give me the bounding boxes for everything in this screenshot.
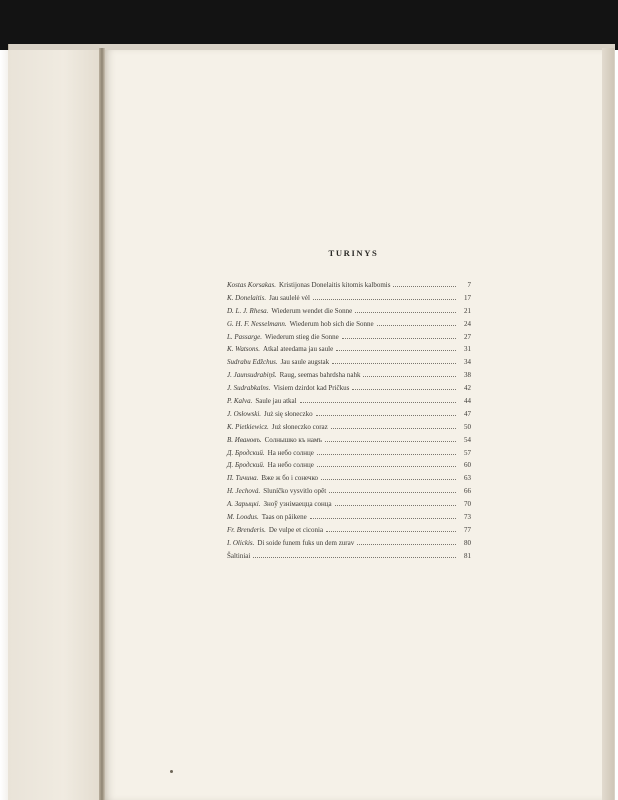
toc-author: K. Donelaitis. [227, 293, 267, 302]
toc-page-number: 77 [464, 525, 471, 534]
toc-author: П. Тичина. [227, 474, 259, 483]
toc-title: Kristijonas Donelaitis kitomis kalbomis [279, 281, 391, 289]
page-title: TURINYS [328, 248, 379, 258]
toc-title: Солнышко къ намъ [264, 435, 323, 444]
scan-dark-band [0, 0, 618, 50]
toc-entry [227, 368, 471, 381]
toc-entry [227, 536, 471, 549]
toc-leader-dots [326, 523, 456, 532]
toc-entry [227, 510, 471, 523]
toc-title: Di soide funem fuks un dem zurav [257, 538, 355, 547]
toc-leader-dots [332, 355, 456, 364]
toc-title: Šaltiniai [227, 551, 251, 560]
toc-leader-dots [317, 458, 456, 467]
toc-author: I. Olickis. [227, 538, 255, 547]
toc-entry [227, 433, 471, 446]
toc-author: Sudrabu Edžchus. [227, 358, 278, 367]
toc-author: Д. Бродский. [227, 461, 265, 470]
toc-title: Taas on päikene [261, 513, 307, 522]
toc-page-number: 42 [464, 384, 471, 393]
toc-leader-dots [310, 510, 456, 519]
toc-page-number: 81 [464, 551, 471, 560]
toc-page-number: 80 [464, 538, 471, 547]
toc-leader-dots [321, 471, 456, 480]
toc-title: Już się słoneczko [264, 409, 313, 418]
toc-title: Saule jau atkal [255, 397, 297, 406]
toc-page-number: 50 [464, 422, 471, 431]
toc-title: Вже ж бо і сонечко [261, 474, 319, 483]
toc-entry [227, 394, 471, 407]
toc-entry [227, 484, 471, 497]
toc-page-number: 21 [464, 306, 471, 315]
toc-leader-dots [393, 278, 456, 287]
toc-author: L. Passarge. [227, 332, 262, 341]
toc-leader-dots [316, 407, 456, 416]
toc-author: G. H. F. Nesselmann. [227, 319, 287, 328]
toc-leader-dots [342, 330, 456, 339]
toc-author: J. Sudrabkalns. [227, 384, 271, 393]
toc-leader-dots [253, 549, 456, 558]
toc-page-number: 70 [464, 500, 471, 509]
left-page [8, 50, 101, 800]
toc-entry [227, 355, 471, 368]
toc-entry [227, 446, 471, 459]
toc-title: Зноў узнімаецца сонца [263, 500, 332, 509]
toc-author: Д. Бродский. [227, 448, 265, 457]
toc-author: Fr. Brenderis. [227, 525, 266, 534]
toc-page-number: 31 [464, 345, 471, 354]
toc-page-number: 27 [464, 332, 471, 341]
toc-leader-dots [331, 420, 456, 429]
toc-title: Atkal ateedama jau saule [263, 345, 334, 354]
toc-leader-dots [300, 394, 456, 403]
toc-page-number: 66 [464, 487, 471, 496]
toc-author: J. Osłowski. [227, 409, 262, 418]
toc-author: K. Pietkiewicz. [227, 422, 269, 431]
toc-leader-dots [377, 317, 456, 326]
toc-leader-dots [317, 446, 456, 455]
toc-page-number: 63 [464, 474, 471, 483]
toc-entry [227, 317, 471, 330]
toc-author: K. Watsons. [227, 345, 261, 354]
toc-leader-dots [313, 291, 456, 300]
toc-title: Wiederum hob sich die Sonne [289, 319, 374, 328]
toc-title: Visiem dzirdot kad Pričkus [273, 384, 350, 393]
toc-author: J. Jaunsudrabiņš. [227, 371, 277, 380]
table-of-contents [227, 278, 471, 562]
toc-author: H. Jechová. [227, 487, 261, 496]
toc-title: Sluníčko vysvitlo opět [263, 487, 327, 496]
toc-page-number: 47 [464, 409, 471, 418]
toc-entry [227, 304, 471, 317]
toc-title: Raug, seemas bahrdsha nahk [279, 371, 361, 380]
toc-title: Wiederum wendet die Sonne [271, 306, 353, 315]
toc-leader-dots [335, 497, 456, 506]
toc-author: P. Kalva. [227, 397, 253, 406]
toc-title: Jau saulelė vėl [269, 293, 310, 302]
toc-entry [227, 549, 471, 562]
toc-author: Kostas Korsakas. [227, 281, 277, 289]
toc-leader-dots [329, 484, 456, 493]
toc-author: M. Loodus. [227, 513, 259, 522]
toc-page-number: 38 [464, 371, 471, 380]
toc-entry [227, 497, 471, 510]
toc-author: D. L. J. Rhesa. [227, 306, 269, 315]
toc-page-number: 24 [464, 319, 471, 328]
toc-author: А. Зарыцкі. [227, 500, 261, 509]
toc-entry [227, 278, 471, 291]
toc-entry [227, 420, 471, 433]
toc-leader-dots [336, 342, 456, 351]
toc-entry [227, 291, 471, 304]
toc-entry [227, 471, 471, 484]
toc-title: Już słoneczko coraz [271, 422, 328, 431]
toc-page-number: 7 [467, 281, 471, 289]
page-edges [602, 48, 614, 800]
toc-page-number: 73 [464, 513, 471, 522]
paper-speck [170, 770, 173, 773]
toc-page-number: 34 [464, 358, 471, 367]
toc-title: Wiederum stieg die Sonne [264, 332, 339, 341]
toc-title: Jau saule augstak [280, 358, 330, 367]
toc-title: De vulpe et ciconia [268, 525, 324, 534]
toc-entry [227, 458, 471, 471]
scan-margin [0, 50, 8, 800]
toc-entry [227, 407, 471, 420]
toc-page-number: 54 [464, 435, 471, 444]
toc-page-number: 57 [464, 448, 471, 457]
toc-entry [227, 381, 471, 394]
toc-leader-dots [355, 304, 456, 313]
toc-leader-dots [357, 536, 456, 545]
toc-entry [227, 330, 471, 343]
toc-leader-dots [363, 368, 456, 377]
toc-leader-dots [325, 433, 456, 442]
toc-author: В. Ивановъ. [227, 435, 262, 444]
toc-title: На небо солнце [267, 448, 314, 457]
toc-page-number: 44 [464, 397, 471, 406]
toc-page-number: 60 [464, 461, 471, 470]
toc-page-number: 17 [464, 293, 471, 302]
toc-entry [227, 342, 471, 355]
toc-leader-dots [352, 381, 456, 390]
toc-title: На небо солнце [267, 461, 314, 470]
toc-entry [227, 523, 471, 536]
